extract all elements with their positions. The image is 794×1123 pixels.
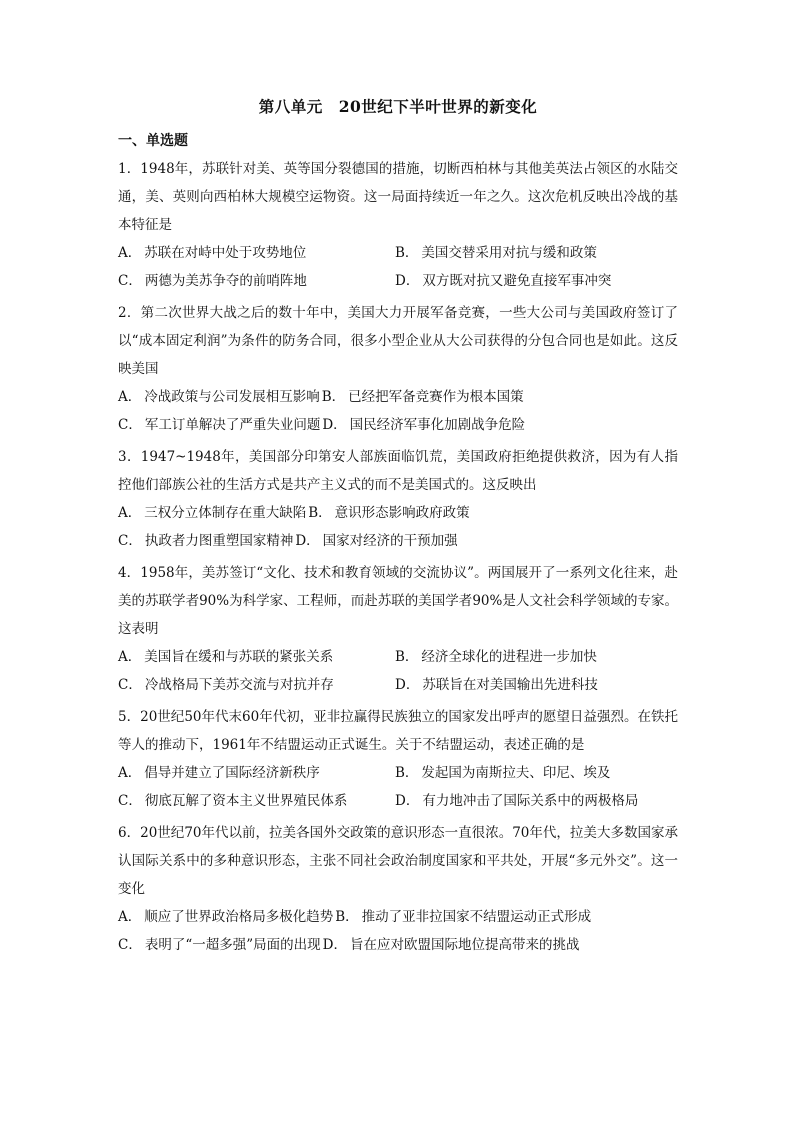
- option-label: A．: [118, 245, 142, 261]
- option-a: [118, 903, 333, 931]
- option-label: C．: [118, 273, 142, 289]
- option-text: 冷战格局下美苏交流与对抗并存: [144, 677, 334, 693]
- option-text: 国民经济军事化加剧战争危险: [349, 417, 526, 433]
- option-label: D．: [322, 937, 347, 953]
- option-text: 有力地冲击了国际关系中的两极格局: [422, 793, 639, 809]
- option-d: [395, 267, 678, 295]
- option-label: C．: [118, 793, 142, 809]
- question-stem: [118, 819, 678, 903]
- option-label: B．: [395, 649, 419, 665]
- option-text: 两德为美苏争夺的前哨阵地: [144, 273, 307, 289]
- question-stem: [118, 703, 678, 759]
- option-label: D．: [322, 417, 347, 433]
- question-number: 4．: [118, 565, 141, 581]
- option-row: [118, 671, 678, 699]
- option-label: B．: [395, 245, 419, 261]
- option-label: D．: [395, 677, 420, 693]
- option-label: A．: [118, 649, 142, 665]
- question-number: 6．: [118, 825, 141, 841]
- option-label: A．: [118, 505, 142, 521]
- option-row: [118, 239, 678, 267]
- option-d: [322, 411, 525, 439]
- answer-options: [118, 383, 678, 439]
- option-text: 国家对经济的干预加强: [322, 533, 458, 549]
- option-b: [335, 903, 591, 931]
- answer-options: [118, 643, 678, 699]
- option-b: [395, 643, 678, 671]
- option-text: 双方既对抗又避免直接军事冲突: [422, 273, 612, 289]
- option-text: 已经把军备竞赛作为根本国策: [348, 389, 524, 405]
- question-number: 5．: [118, 709, 141, 725]
- option-text: 顺应了世界政治格局多极化趋势: [144, 909, 334, 925]
- question-text: 20世纪70年代以前，拉美各国外交政策的意识形态一直很浓。70年代，拉美大多数国家承认国际关系中的多种意识形态，主张不同社会政治制度国家和平共处，开展“多元外交”。这一变化: [118, 825, 678, 897]
- option-text: 倡导并建立了国际经济新秩序: [144, 765, 320, 781]
- option-label: B．: [395, 765, 419, 781]
- option-text: 意识形态影响政府政策: [334, 505, 470, 521]
- question-4: [118, 559, 678, 699]
- option-b: [395, 239, 678, 267]
- option-a: [118, 239, 395, 267]
- option-row: [118, 383, 678, 411]
- option-label: C．: [118, 677, 142, 693]
- option-c: [118, 527, 293, 555]
- option-label: D．: [295, 533, 320, 549]
- option-c: [118, 411, 320, 439]
- option-row: [118, 411, 678, 439]
- option-label: D．: [395, 273, 420, 289]
- option-label: B．: [321, 389, 346, 405]
- option-a: [118, 499, 306, 527]
- question-text: 1947~1948年，美国部分印第安人部族面临饥荒，美国政府拒绝提供救济，因为有人指控他们部族公社的生活方式是共产主义式的而不是美国式的。这反映出: [118, 449, 678, 493]
- option-row: [118, 643, 678, 671]
- answer-options: [118, 239, 678, 295]
- option-text: 旨在应对欧盟国际地位提高带来的挑战: [349, 937, 580, 953]
- option-label: B．: [308, 505, 332, 521]
- option-d: [395, 787, 678, 815]
- question-stem: [118, 299, 678, 383]
- option-label: A．: [118, 389, 142, 405]
- question-text: 1958年，美苏签订“文化、技术和教育领域的交流协议”。两国展开了一系列文化往来，赴美的苏联学者90%为科学家、工程师，而赴苏联的美国学者90%是人文社会科学领域的专家。这表明: [118, 565, 678, 637]
- question-3: [118, 443, 678, 555]
- section-heading: 一、单选题: [118, 133, 188, 149]
- question-number: 2．: [118, 305, 141, 321]
- option-label: B．: [335, 909, 359, 925]
- option-row: [118, 759, 678, 787]
- option-text: 军工订单解决了严重失业问题: [144, 417, 321, 433]
- option-row: [118, 903, 678, 931]
- question-stem: [118, 559, 678, 643]
- option-c: [118, 267, 395, 295]
- option-c: [118, 931, 321, 959]
- option-text: 冷战政策与公司发展相互影响: [144, 389, 320, 405]
- option-row: [118, 787, 678, 815]
- option-row: [118, 267, 678, 295]
- option-b: [322, 383, 524, 411]
- question-1: [118, 155, 678, 295]
- option-text: 苏联旨在对美国输出先进科技: [422, 677, 598, 693]
- question-5: [118, 703, 678, 815]
- exam-page: [118, 96, 678, 959]
- answer-options: [118, 499, 678, 555]
- question-stem: [118, 443, 678, 499]
- unit-title: 第八单元 20世纪下半叶世界的新变化: [258, 97, 538, 116]
- option-b: [395, 759, 678, 787]
- option-text: 执政者力图重塑国家精神: [144, 533, 294, 549]
- option-a: [118, 643, 395, 671]
- option-text: 美国旨在缓和与苏联的紧张关系: [144, 649, 334, 665]
- option-label: C．: [118, 937, 142, 953]
- answer-options: [118, 903, 678, 959]
- option-text: 经济全球化的进程进一步加快: [421, 649, 597, 665]
- option-label: C．: [118, 533, 142, 549]
- option-a: [118, 759, 395, 787]
- option-text: 苏联在对峙中处于攻势地位: [144, 245, 307, 261]
- option-row: [118, 527, 678, 555]
- option-d: [395, 671, 678, 699]
- option-text: 三权分立体制存在重大缺陷: [144, 505, 307, 521]
- question-2: [118, 299, 678, 439]
- question-6: [118, 819, 678, 959]
- question-text: 20世纪50年代末60年代初，亚非拉赢得民族独立的国家发出呼声的愿望日益强烈。在铁托等人的推动下，1961年不结盟运动正式诞生。关于不结盟运动，表述正确的是: [118, 709, 678, 753]
- option-a: [118, 383, 320, 411]
- option-label: A．: [118, 765, 142, 781]
- option-d: [323, 931, 580, 959]
- option-text: 美国交替采用对抗与缓和政策: [421, 245, 597, 261]
- question-number: 1．: [118, 161, 141, 177]
- option-text: 彻底瓦解了资本主义世界殖民体系: [144, 793, 348, 809]
- option-row: [118, 499, 678, 527]
- option-label: D．: [395, 793, 420, 809]
- option-c: [118, 787, 395, 815]
- answer-options: [118, 759, 678, 815]
- option-b: [308, 499, 469, 527]
- option-text: 表明了“一超多强”局面的出现: [144, 937, 321, 953]
- option-c: [118, 671, 395, 699]
- option-d: [295, 527, 457, 555]
- option-text: 发起国为南斯拉夫、印尼、埃及: [421, 765, 611, 781]
- question-number: 3．: [118, 449, 141, 465]
- option-text: 推动了亚非拉国家不结盟运动正式形成: [361, 909, 592, 925]
- option-row: [118, 931, 678, 959]
- option-label: A．: [118, 909, 142, 925]
- question-text: 1948年，苏联针对美、英等国分裂德国的措施，切断西柏林与其他美英法占领区的水陆交通，美、英则向西柏林大规模空运物资。这一局面持续近一年之久。这次危机反映出冷战的基本特征是: [118, 161, 678, 233]
- option-label: C．: [118, 417, 142, 433]
- question-stem: [118, 155, 678, 239]
- question-text: 第二次世界大战之后的数十年中，美国大力开展军备竞赛，一些大公司与美国政府签订了以“成本固定利润”为条件的防务合同，很多小型企业从大公司获得的分包合同也是如此。这反映美国: [118, 305, 679, 377]
